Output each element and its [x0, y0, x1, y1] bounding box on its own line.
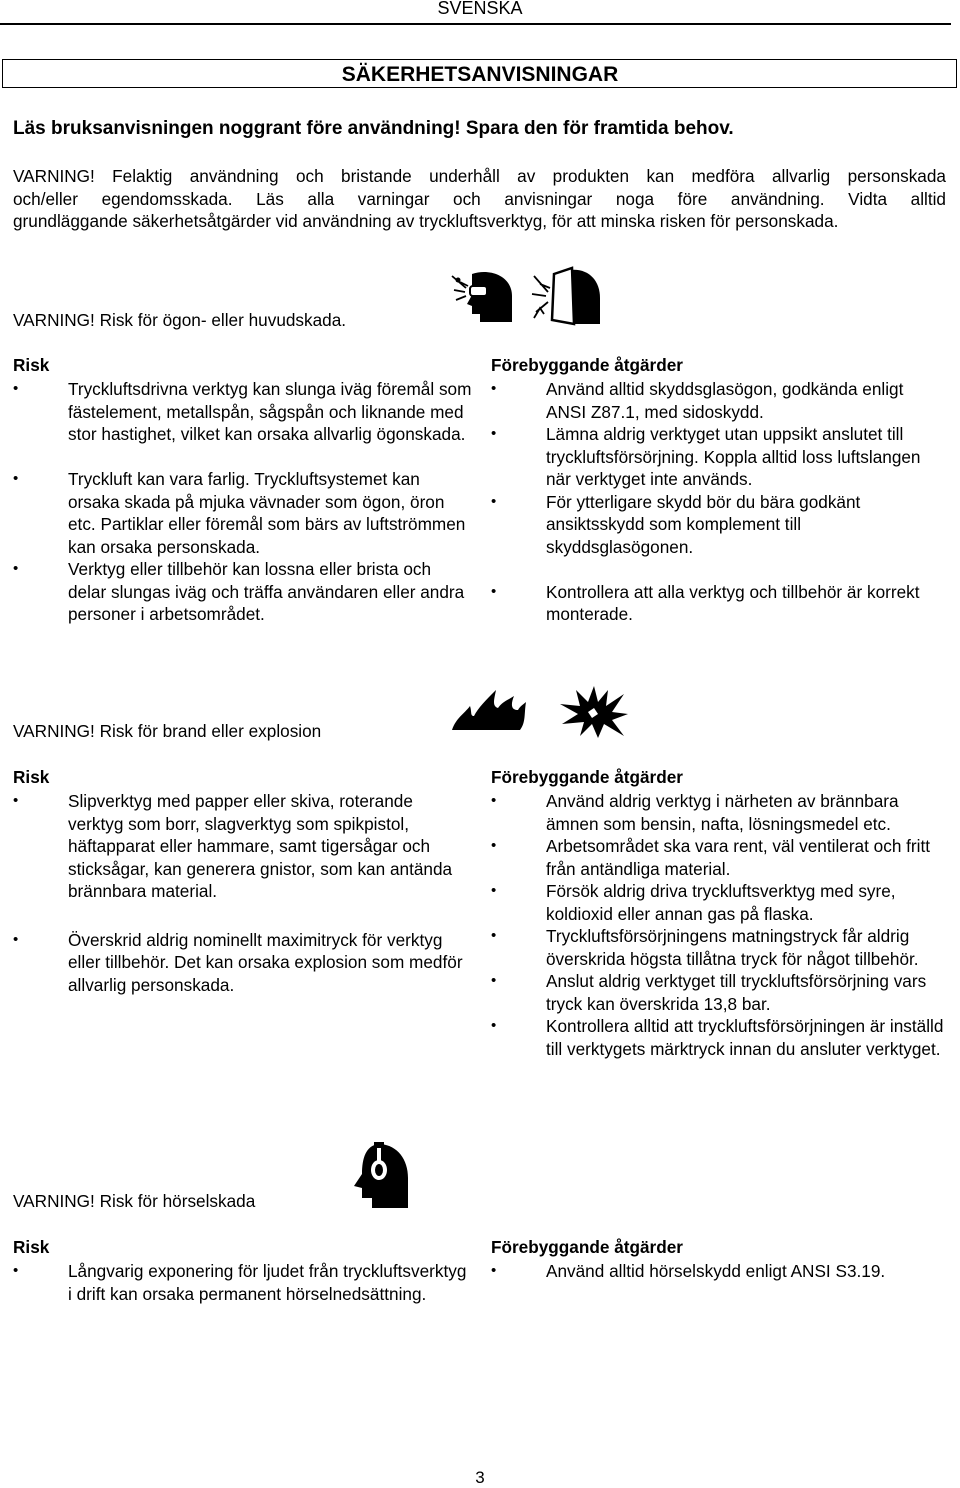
- page-title: SÄKERHETSANVISNINGAR: [341, 63, 619, 86]
- prevent-heading: Förebyggande åtgärder: [491, 355, 683, 375]
- measure-list-fire: [491, 790, 951, 1060]
- warning-text: Risk för hörselskada: [94, 1191, 256, 1211]
- intro-line-1: [13, 165, 946, 188]
- list-item: • Tryckluft kan vara farlig. Tryckluftsystemet kan orsaka skada på mjuka vävnader som ögon, öron etc. Partiklar eller föremål som bärs av luftströmmen kan orsaka personskada.: [13, 468, 473, 558]
- page-number: 3: [475, 1468, 485, 1487]
- warning-label: VARNING!: [13, 310, 95, 330]
- warning-heading-fire: [13, 721, 321, 742]
- warning-label: VARNING!: [13, 721, 95, 741]
- warning-heading-eye: [13, 310, 346, 331]
- intro-paragraph: [13, 165, 946, 233]
- list-item: • Slipverktyg med papper eller skiva, roterande verktyg som borr, slagverktyg som spikpistol, häftapparat eller hammare, samt tigersågar och sticksågar, kan generera gnistor, som kan antända brännbara material.: [13, 790, 473, 903]
- risk-heading: Risk: [13, 1237, 50, 1257]
- list-item: • Överskrid aldrig nominellt maximitryck för verktyg eller tillbehör. Det kan orsaka explosion som medför allvarlig personskada.: [13, 929, 473, 997]
- intro-warning-label: VARNING!: [13, 166, 95, 186]
- risk-list-eye: [13, 378, 473, 626]
- list-item: • Använd alltid skyddsglasögon, godkända enligt ANSI Z87.1, med sidoskydd.: [491, 378, 936, 423]
- risk-heading: Risk: [13, 355, 50, 375]
- list-item: • För ytterligare skydd bör du bära godkänt ansiktsskydd som komplement till skyddsglasögonen.: [491, 491, 936, 559]
- measure-list-hearing: [491, 1260, 951, 1283]
- face-shield-head-icon: [530, 266, 602, 326]
- fire-icon: [450, 688, 528, 732]
- warning-text: Risk för ögon- eller huvudskada.: [94, 310, 347, 330]
- safety-glasses-head-icon: [450, 270, 520, 325]
- intro-line-1-text: Felaktig användning och bristande underhåll av produkten kan medföra allvarlig personskada: [94, 166, 946, 186]
- intro-line-3: grundläggande säkerhetsåtgärder vid användning av tryckluftsverktyg, för att minska risken för personskada.: [13, 211, 839, 231]
- list-item: • Lämna aldrig verktyget utan uppsikt anslutet till tryckluftsförsörjning. Koppla alltid loss luftslangen när verktyget inte används.: [491, 423, 936, 491]
- list-item: • Tryckluftsförsörjningens matningstryck får aldrig överskrida högsta tillåtna tryck för något tillbehör.: [491, 925, 951, 970]
- list-item: • Kontrollera alltid att tryckluftsförsörjningen är inställd till verktygets märktryck innan du ansluter verktyget.: [491, 1015, 951, 1060]
- explosion-icon: [558, 684, 630, 740]
- list-item: • Verktyg eller tillbehör kan lossna eller brista och delar slungas iväg och träffa användaren eller andra personer i arbetsområdet.: [13, 558, 473, 626]
- list-item: • Använd alltid hörselskydd enligt ANSI S3.19.: [491, 1260, 951, 1283]
- hearing-protection-head-icon: [348, 1140, 410, 1210]
- risk-list-fire: [13, 790, 473, 996]
- intro-instruction: Läs bruksanvisningen noggrant före användning! Spara den för framtida behov.: [13, 118, 734, 139]
- list-item: • Anslut aldrig verktyget till tryckluftsförsörjning vars tryck kan överskrida 13,8 bar.: [491, 970, 951, 1015]
- prevent-heading: Förebyggande åtgärder: [491, 1237, 683, 1257]
- header-language: SVENSKA: [437, 0, 523, 18]
- list-item: • Tryckluftsdrivna verktyg kan slunga iväg föremål som fästelement, metallspån, sågspån och liknande med stor hastighet, vilket kan orsaka allvarlig ögonskada.: [13, 378, 473, 446]
- list-item: • Försök aldrig driva tryckluftsverktyg med syre, koldioxid eller annan gas på flaska.: [491, 880, 951, 925]
- list-item: • Arbetsområdet ska vara rent, väl ventilerat och fritt från antändliga material.: [491, 835, 951, 880]
- warning-heading-hearing: [13, 1191, 255, 1212]
- warning-label: VARNING!: [13, 1191, 95, 1211]
- warning-text: Risk för brand eller explosion: [94, 721, 322, 741]
- intro-line-2: och/eller egendomsskada. Läs alla varningar och anvisningar noga före användning. Vidta alltid: [13, 188, 946, 209]
- risk-list-hearing: [13, 1260, 473, 1305]
- list-item: • Kontrollera att alla verktyg och tillbehör är korrekt monterade.: [491, 581, 936, 626]
- list-item: • Använd aldrig verktyg i närheten av brännbara ämnen som bensin, nafta, lösningsmedel etc.: [491, 790, 951, 835]
- prevent-heading: Förebyggande åtgärder: [491, 767, 683, 787]
- risk-heading: Risk: [13, 767, 50, 787]
- list-item: • Långvarig exponering för ljudet från tryckluftsverktyg i drift kan orsaka permanent hörselnedsättning.: [13, 1260, 473, 1305]
- header-rule: [0, 23, 951, 25]
- measure-list-eye: [491, 378, 936, 626]
